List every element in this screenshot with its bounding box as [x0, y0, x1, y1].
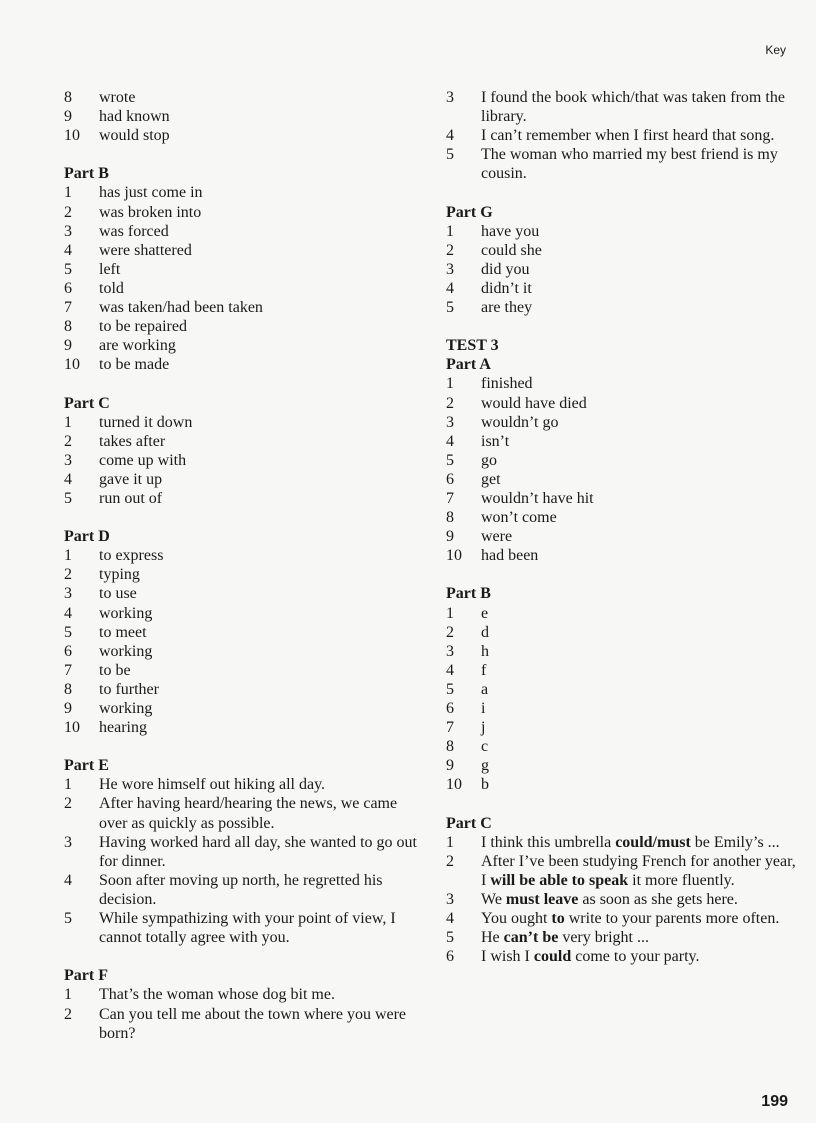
answer-item — [446, 890, 796, 909]
item-number: 2 — [64, 203, 72, 221]
item-answer: working — [99, 642, 153, 660]
item-number: 10 — [64, 356, 80, 374]
answer-item — [446, 642, 796, 661]
item-answer: gave it up — [99, 470, 163, 488]
answer-item — [446, 623, 796, 642]
answer-item — [64, 241, 424, 260]
item-answer: Soon after moving up north, he regretted his decision. — [99, 871, 383, 908]
part-heading: Part A — [446, 356, 491, 374]
item-number: 9 — [446, 757, 454, 775]
answer-item — [64, 794, 424, 832]
part-heading: Part F — [64, 967, 108, 985]
answer-item — [446, 126, 796, 145]
answer-item — [64, 451, 424, 470]
answer-text: He — [481, 929, 504, 947]
item-answer: would have died — [481, 394, 587, 412]
item-number: 2 — [64, 795, 72, 813]
item-answer: had known — [99, 108, 170, 126]
answer-emphasis: could/must — [615, 833, 691, 851]
answer-emphasis: could — [533, 948, 572, 966]
item-answer: working — [99, 700, 153, 717]
item-number: 4 — [446, 910, 454, 928]
answer-item — [64, 279, 424, 298]
item-number: 5 — [446, 299, 454, 317]
item-number: 3 — [446, 413, 454, 431]
item-number: 5 — [64, 910, 72, 928]
item-answer: While sympathizing with your point of view, I cannot totally agree with you. — [99, 910, 396, 947]
item-answer: are they — [481, 299, 533, 317]
answer-item — [446, 489, 796, 508]
item-answer: has just come in — [99, 184, 203, 202]
answer-item — [64, 470, 424, 489]
item-number: 6 — [446, 470, 454, 488]
item-number: 4 — [64, 604, 72, 622]
answer-item — [446, 909, 796, 928]
answer-item — [64, 661, 424, 680]
item-answer: Can you tell me about the town where you were born? — [99, 1005, 407, 1042]
part-heading: Part C — [446, 814, 492, 832]
answer-item — [446, 928, 796, 947]
item-answer: are working — [99, 337, 176, 355]
item-number: 8 — [446, 509, 454, 527]
item-number: 1 — [64, 547, 72, 565]
answer-text: be Emily’s ... — [690, 833, 780, 851]
item-number: 2 — [64, 566, 72, 584]
answer-item — [446, 88, 796, 126]
item-number: 8 — [446, 738, 454, 756]
answer-item — [446, 775, 796, 794]
item-answer: come up with — [99, 451, 187, 469]
answer-text: We — [481, 890, 506, 908]
item-number: 2 — [446, 241, 454, 259]
answer-item — [446, 279, 796, 298]
item-number: 2 — [446, 394, 454, 412]
item-number: 6 — [446, 700, 454, 717]
item-number: 4 — [64, 871, 72, 889]
item-number: 10 — [446, 547, 462, 565]
item-number: 4 — [64, 470, 72, 488]
item-number: 5 — [446, 451, 454, 469]
test2-part-f — [64, 966, 424, 1042]
item-number: 2 — [446, 623, 454, 641]
item-number: 7 — [64, 299, 72, 317]
answer-item — [64, 298, 424, 317]
item-answer: left — [99, 260, 121, 278]
item-number: 1 — [64, 184, 72, 202]
item-number: 9 — [64, 337, 72, 355]
answer-item — [64, 126, 424, 145]
right-column — [446, 88, 796, 966]
answer-item — [446, 298, 796, 317]
item-answer: to be made — [99, 356, 170, 374]
item-number: 8 — [64, 680, 72, 698]
answer-item — [64, 680, 424, 699]
item-answer: i — [481, 700, 486, 717]
item-answer: I found the book which/that was taken from the library. — [481, 89, 785, 126]
left-column — [64, 88, 424, 1043]
item-number: 10 — [64, 719, 80, 737]
answer-item — [64, 355, 424, 374]
item-number: 1 — [64, 776, 72, 794]
item-answer: told — [99, 279, 124, 297]
item-answer: would stop — [99, 127, 170, 145]
answer-item — [64, 565, 424, 584]
answer-item — [64, 642, 424, 661]
item-number: 4 — [446, 661, 454, 679]
part-heading: Part B — [64, 165, 109, 183]
item-number: 3 — [446, 260, 454, 278]
item-answer: won’t come — [481, 509, 557, 527]
item-number: 4 — [446, 127, 454, 145]
item-number: 9 — [446, 528, 454, 546]
item-number: 7 — [446, 719, 454, 737]
answer-item — [64, 413, 424, 432]
answer-item — [446, 260, 796, 279]
item-answer: did you — [481, 260, 530, 278]
item-answer: j — [481, 719, 486, 737]
item-answer: a — [481, 680, 489, 698]
item-number: 5 — [446, 929, 454, 947]
item-answer: was forced — [99, 222, 169, 240]
item-number: 10 — [446, 776, 462, 794]
answer-text: After I’ve been studying French for another year, I — [481, 852, 796, 889]
item-number: 7 — [446, 489, 454, 507]
item-answer: run out of — [99, 489, 163, 507]
answer-item — [446, 222, 796, 241]
answer-text: write to your parents more often. — [564, 910, 780, 928]
answer-item — [64, 260, 424, 279]
answer-item — [446, 546, 796, 565]
item-number: 4 — [64, 241, 72, 259]
answer-item — [64, 909, 424, 947]
item-number: 1 — [446, 604, 454, 622]
item-answer: go — [481, 451, 497, 469]
item-number: 1 — [446, 222, 454, 240]
item-answer: get — [481, 470, 501, 488]
answer-item — [446, 451, 796, 470]
item-number: 3 — [64, 222, 72, 240]
item-answer: After having heard/hearing the news, we came over as quickly as possible. — [99, 795, 398, 832]
part-heading: Part D — [64, 528, 110, 546]
answer-item — [64, 107, 424, 126]
item-answer: have you — [481, 222, 540, 240]
answer-emphasis: will be able to speak — [490, 871, 629, 889]
answer-text: I think this umbrella — [481, 833, 616, 851]
test2-part-e — [64, 756, 424, 947]
item-number: 3 — [64, 833, 72, 851]
item-number: 1 — [446, 375, 454, 393]
item-answer: b — [481, 776, 489, 794]
test-heading: TEST 3 — [446, 337, 499, 355]
part-heading: Part C — [64, 394, 110, 412]
answer-item — [64, 1005, 424, 1043]
item-number: 10 — [64, 127, 80, 145]
page-number: 199 — [761, 1092, 788, 1110]
item-answer: had been — [481, 547, 539, 565]
item-answer: wrote — [99, 89, 136, 106]
item-number: 8 — [64, 89, 72, 106]
item-answer: could she — [481, 241, 542, 259]
answer-item — [64, 317, 424, 336]
answer-item — [64, 546, 424, 565]
answer-item — [64, 183, 424, 202]
item-number: 4 — [446, 279, 454, 297]
test2-part-b — [64, 164, 424, 374]
item-answer: typing — [99, 566, 140, 584]
answer-item — [64, 604, 424, 623]
item-answer: to express — [99, 547, 164, 565]
answer-item — [64, 699, 424, 718]
answer-item — [64, 775, 424, 794]
item-answer: were — [481, 528, 513, 546]
test2-part-f-continued — [446, 88, 796, 183]
answer-item — [446, 470, 796, 489]
item-answer: were shattered — [99, 241, 192, 259]
item-answer: to further — [99, 680, 159, 698]
item-answer: e — [481, 604, 489, 622]
item-answer — [481, 890, 796, 909]
item-answer: isn’t — [481, 432, 510, 450]
answer-text: it more fluently. — [628, 871, 735, 889]
item-number: 6 — [64, 279, 72, 297]
item-number: 3 — [446, 89, 454, 106]
answer-item — [446, 756, 796, 775]
part-heading: Part B — [446, 585, 491, 603]
answer-item — [64, 222, 424, 241]
item-number: 2 — [446, 852, 454, 870]
item-number: 9 — [64, 108, 72, 126]
answer-item — [446, 833, 796, 852]
item-answer: was taken/had been taken — [99, 299, 263, 317]
answer-item — [64, 985, 424, 1004]
item-answer: He wore himself out hiking all day. — [99, 776, 326, 794]
answer-text: You ought — [481, 910, 552, 928]
item-answer: g — [481, 757, 489, 775]
item-answer — [481, 928, 796, 947]
answer-item — [446, 947, 796, 966]
answer-item — [64, 88, 424, 107]
part-heading: Part G — [446, 203, 493, 221]
item-answer: wouldn’t have hit — [481, 489, 594, 507]
answer-emphasis: must leave — [505, 890, 579, 908]
item-answer: didn’t it — [481, 279, 532, 297]
answer-item — [64, 833, 424, 871]
item-number: 9 — [64, 700, 72, 717]
item-number: 5 — [446, 680, 454, 698]
answer-item — [64, 871, 424, 909]
item-answer: to meet — [99, 623, 147, 641]
item-answer — [481, 852, 796, 890]
item-number: 1 — [446, 833, 454, 851]
answer-item — [446, 145, 796, 183]
item-answer: f — [481, 661, 487, 679]
item-answer: hearing — [99, 719, 147, 737]
item-number: 7 — [64, 661, 72, 679]
item-answer: working — [99, 604, 153, 622]
item-answer: The woman who married my best friend is my cousin. — [481, 146, 778, 183]
answer-item — [446, 241, 796, 260]
item-answer: I can’t remember when I first heard that song. — [481, 127, 775, 145]
answer-item — [64, 432, 424, 451]
running-header: Key — [765, 43, 786, 57]
item-number: 5 — [64, 623, 72, 641]
item-answer: to be repaired — [99, 318, 187, 336]
item-answer — [481, 833, 796, 852]
answer-item — [64, 336, 424, 355]
item-number: 1 — [64, 986, 72, 1004]
answer-item — [64, 584, 424, 603]
answer-item — [446, 527, 796, 546]
answer-item — [446, 737, 796, 756]
answer-item — [446, 432, 796, 451]
item-answer: d — [481, 623, 489, 641]
answer-item — [446, 374, 796, 393]
item-answer: turned it down — [99, 413, 193, 431]
answer-item — [64, 489, 424, 508]
answer-item — [446, 413, 796, 432]
item-number: 4 — [446, 432, 454, 450]
answer-text: very bright ... — [558, 929, 649, 947]
part-heading: Part E — [64, 757, 109, 775]
item-answer: finished — [481, 375, 533, 393]
answer-text: I wish I — [481, 948, 534, 966]
answer-emphasis: can’t be — [503, 929, 559, 947]
answer-item — [446, 852, 796, 890]
answer-item — [446, 604, 796, 623]
item-answer: wouldn’t go — [481, 413, 559, 431]
item-answer: Having worked hard all day, she wanted to go out for dinner. — [99, 833, 417, 870]
test2-part-g — [446, 203, 796, 318]
test2-part-c — [64, 394, 424, 509]
item-number: 3 — [446, 642, 454, 660]
item-number: 2 — [64, 432, 72, 450]
item-answer: h — [481, 642, 489, 660]
answer-item — [446, 394, 796, 413]
item-answer — [481, 909, 796, 928]
item-answer: to be — [99, 661, 131, 679]
test3-part-c — [446, 814, 796, 967]
answer-item — [64, 623, 424, 642]
item-number: 2 — [64, 1005, 72, 1023]
test3-part-a — [446, 355, 796, 565]
answer-item — [446, 699, 796, 718]
item-answer: to use — [99, 585, 137, 603]
answer-text: as soon as she gets here. — [578, 890, 738, 908]
item-number: 5 — [64, 489, 72, 507]
answer-item — [446, 508, 796, 527]
answer-item — [64, 718, 424, 737]
answer-item — [64, 203, 424, 222]
item-number: 6 — [64, 642, 72, 660]
answer-item — [446, 680, 796, 699]
answer-item — [446, 661, 796, 680]
test2-part-d — [64, 527, 424, 737]
test2-part-a-continued — [64, 88, 424, 145]
item-number: 3 — [64, 451, 72, 469]
item-answer: That’s the woman whose dog bit me. — [99, 986, 335, 1004]
answer-item — [446, 718, 796, 737]
item-number: 3 — [64, 585, 72, 603]
item-answer: c — [481, 738, 489, 756]
item-answer: takes after — [99, 432, 166, 450]
test3-part-b — [446, 584, 796, 794]
answer-emphasis: to — [551, 910, 565, 928]
item-number: 6 — [446, 948, 454, 966]
item-number: 3 — [446, 890, 454, 908]
item-number: 5 — [446, 146, 454, 164]
answer-text: come to your party. — [571, 948, 700, 966]
item-number: 1 — [64, 413, 72, 431]
item-number: 8 — [64, 318, 72, 336]
item-answer — [481, 947, 796, 966]
item-answer: was broken into — [99, 203, 202, 221]
item-number: 5 — [64, 260, 72, 278]
